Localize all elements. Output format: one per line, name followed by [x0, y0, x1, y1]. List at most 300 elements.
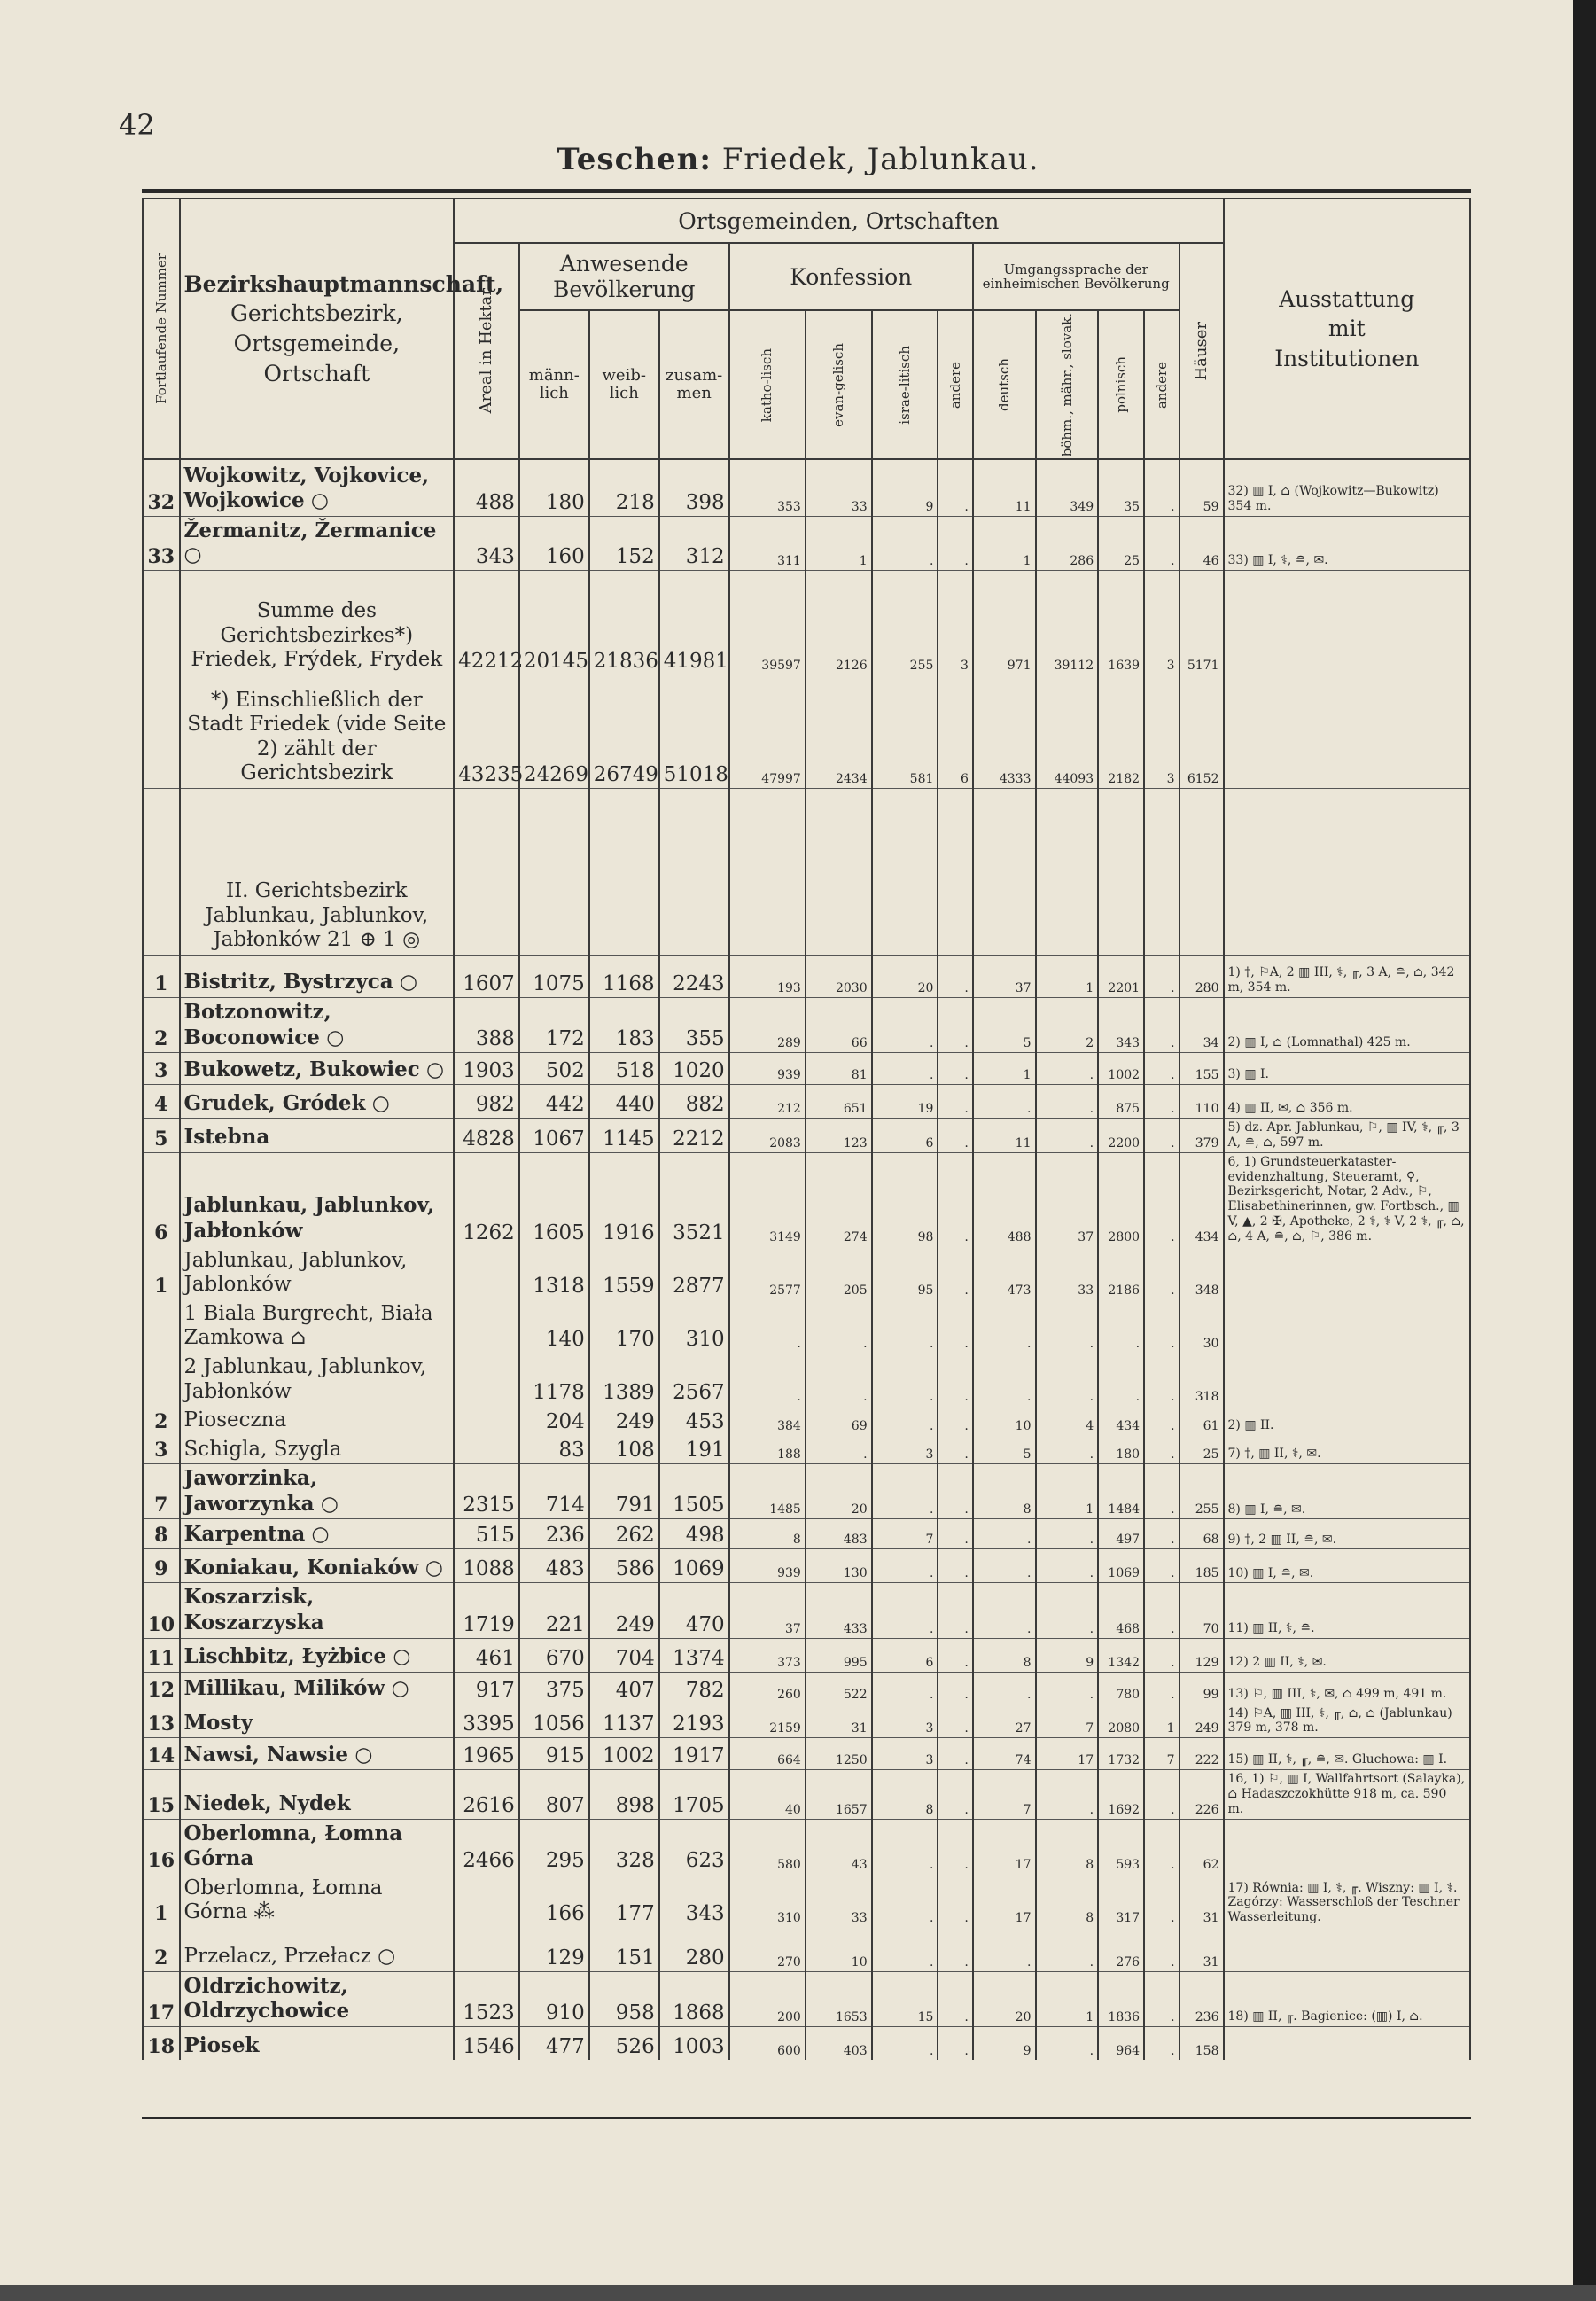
val-de: . — [973, 1672, 1036, 1704]
pop-z: 398 — [659, 459, 729, 516]
pop-m: 1318 — [519, 1246, 589, 1299]
pop-m: 140 — [519, 1299, 589, 1353]
val-de: 8 — [973, 1464, 1036, 1519]
val-ak: . — [938, 1549, 972, 1583]
place-name — [180, 1927, 455, 1971]
place-name-bold: Istebna — [183, 1125, 270, 1150]
institutions: 13) ⚐, ▥ III, ⚕, ✉, ⌂ 499 m, 491 m. — [1224, 1672, 1471, 1704]
col-areal: Areal in Hektar — [454, 243, 519, 459]
place-name-plain: Przelacz, Przełacz ○ — [183, 1944, 396, 1968]
val-kat: 3149 — [729, 1152, 806, 1245]
table-row — [143, 1246, 1470, 1299]
val-ha: 62 — [1179, 1819, 1224, 1874]
place-name-plain: ○ — [314, 1492, 339, 1516]
place-name — [180, 1053, 455, 1085]
areal: 1088 — [454, 1549, 519, 1583]
place-name — [180, 1299, 455, 1353]
place-name-plain: ○ — [418, 1556, 443, 1580]
institutions: 33) ▥ I, ⚕, ≘, ✉. — [1224, 516, 1471, 570]
areal: 1523 — [454, 1971, 519, 2026]
institutions: 4) ▥ II, ✉, ⌂ 356 m. — [1224, 1085, 1471, 1119]
place-name-bold: Botzonowitz, Boconowice — [183, 999, 331, 1049]
val-isr: 6 — [872, 1638, 938, 1672]
pop-m: 221 — [519, 1583, 589, 1638]
val-bo: . — [1036, 1770, 1099, 1819]
val-ha: 158 — [1179, 2026, 1224, 2060]
val-isr: 15 — [872, 1971, 938, 2026]
val-de: . — [973, 1927, 1036, 1971]
col-boehm: böhm., mähr., slovak. — [1036, 310, 1099, 459]
areal: 461 — [454, 1638, 519, 1672]
val-po: 343 — [1098, 997, 1144, 1052]
val-isr: 8 — [872, 1770, 938, 1819]
val-bo: 349 — [1036, 459, 1099, 516]
val-ev: 123 — [806, 1119, 872, 1153]
val-ha — [1179, 788, 1224, 955]
val-po: 1836 — [1098, 1971, 1144, 2026]
place-name — [180, 1406, 455, 1435]
val-ak: . — [938, 1927, 972, 1971]
val-po: . — [1098, 1299, 1144, 1353]
val-ak: . — [938, 1738, 972, 1770]
val-isr: 19 — [872, 1085, 938, 1119]
row-number: 13 — [143, 1704, 180, 1738]
val-po: 1002 — [1098, 1053, 1144, 1085]
row-number: 11 — [143, 1638, 180, 1672]
val-de: . — [973, 1583, 1036, 1638]
val-bo: 4 — [1036, 1406, 1099, 1435]
place-name-bold: Wojkowitz, Vojkovice, Wojkowice — [183, 463, 430, 513]
place-name-plain: ○ — [386, 1645, 411, 1669]
val-po: 2182 — [1098, 675, 1144, 788]
pop-m: 24269 — [519, 675, 589, 788]
institutions — [1224, 1299, 1471, 1353]
table-row — [143, 1353, 1470, 1406]
val-ak: . — [938, 1971, 972, 2026]
val-ev: 33 — [806, 1874, 872, 1927]
row-number — [143, 570, 180, 675]
place-name-bold: Koniakau, Koniaków — [183, 1555, 419, 1580]
val-po: 2186 — [1098, 1246, 1144, 1299]
val-isr: . — [872, 1927, 938, 1971]
val-isr: . — [872, 1299, 938, 1353]
place-name — [180, 1152, 455, 1245]
pop-m: 20145 — [519, 570, 589, 675]
val-kat: 600 — [729, 2026, 806, 2060]
val-ak: . — [938, 1435, 972, 1464]
row-number: 15 — [143, 1770, 180, 1819]
institutions: 7) †, ▥ II, ⚕, ✉. — [1224, 1435, 1471, 1464]
place-name — [180, 1738, 455, 1770]
val-po: 276 — [1098, 1927, 1144, 1971]
val-ak — [938, 788, 972, 955]
pop-w: 262 — [589, 1519, 659, 1549]
val-kat: 664 — [729, 1738, 806, 1770]
pop-w — [589, 788, 659, 955]
institutions: 1) †, ⚐A, 2 ▥ III, ⚕, ╓, 3 A, ≘, ⌂, 342 m, 354 m. — [1224, 955, 1471, 997]
pop-z: 1505 — [659, 1464, 729, 1519]
val-kat: 40 — [729, 1770, 806, 1819]
place-name-bold: Oberlomna, Łomna Górna — [183, 1821, 403, 1871]
areal — [454, 1246, 519, 1299]
areal: 2616 — [454, 1770, 519, 1819]
val-ev: 274 — [806, 1152, 872, 1245]
val-po: 468 — [1098, 1583, 1144, 1638]
areal: 43235 — [454, 675, 519, 788]
areal: 1262 — [454, 1152, 519, 1245]
place-name-plain: 1 Biala Burgrecht, Biała Zamkowa ⌂ — [183, 1301, 433, 1350]
val-isr: . — [872, 1672, 938, 1704]
table-row — [143, 1672, 1470, 1704]
table-row — [143, 1704, 1470, 1738]
row-number: 6 — [143, 1152, 180, 1245]
place-name-bold: Millikau, Milików — [183, 1676, 385, 1701]
areal: 1903 — [454, 1053, 519, 1085]
val-ak: . — [938, 1874, 972, 1927]
val-de: 27 — [973, 1704, 1036, 1738]
val-kat: 47997 — [729, 675, 806, 788]
val-kat: 8 — [729, 1519, 806, 1549]
val-ev: 20 — [806, 1464, 872, 1519]
val-po: . — [1098, 1353, 1144, 1406]
pop-m: 295 — [519, 1819, 589, 1874]
place-name — [180, 1435, 455, 1464]
val-po: 35 — [1098, 459, 1144, 516]
row-number: 3 — [143, 1435, 180, 1464]
val-kat: . — [729, 1353, 806, 1406]
institutions: 6, 1) Grundsteuerkataster-evidenzhaltung, Steueramt, ⚲, Bezirksgericht, Notar, 2 Adv., ⚐, Elisabethinerinnen, gw. Fortbsch., ▥ V, ▲, 2 ✠, Apotheke, 2 ⚕, ⚕ V, 2 ⚕, ╓, ⌂, ⌂, 4 A, ≘, ⌂, ⚐, 386 m. — [1224, 1152, 1471, 1245]
place-name — [180, 1085, 455, 1119]
val-isr: . — [872, 1583, 938, 1638]
place-name — [180, 570, 455, 675]
place-name-bold: Jablunkau, Jablunkov, Jabłonków — [183, 1193, 434, 1243]
place-name-bold: Koszarzisk, Koszarzyska — [183, 1585, 324, 1635]
pop-m: 910 — [519, 1971, 589, 2026]
val-as: . — [1144, 1672, 1179, 1704]
place-name — [180, 675, 455, 788]
place-name-bold: Mosty — [183, 1710, 253, 1735]
pop-m: 502 — [519, 1053, 589, 1085]
place-name — [180, 1770, 455, 1819]
val-de: 74 — [973, 1738, 1036, 1770]
val-isr: . — [872, 1549, 938, 1583]
val-isr: . — [872, 1874, 938, 1927]
val-ak: . — [938, 1119, 972, 1153]
val-ha: 30 — [1179, 1299, 1224, 1353]
table-row — [143, 1085, 1470, 1119]
areal — [454, 1299, 519, 1353]
pop-m: 442 — [519, 1085, 589, 1119]
pop-w: 170 — [589, 1299, 659, 1353]
val-ha: 129 — [1179, 1638, 1224, 1672]
row-number: 2 — [143, 1927, 180, 1971]
val-kat: 200 — [729, 1971, 806, 2026]
val-as: 3 — [1144, 675, 1179, 788]
val-ak: . — [938, 1406, 972, 1435]
place-name-plain: ○ — [419, 1057, 445, 1081]
val-ha: 255 — [1179, 1464, 1224, 1519]
val-isr: . — [872, 1353, 938, 1406]
table-row — [143, 516, 1470, 570]
title-rest: Friedek, Jablunkau. — [711, 142, 1039, 177]
val-isr: 3 — [872, 1704, 938, 1738]
place-name-plain: ○ — [348, 1743, 373, 1767]
pop-z: 1374 — [659, 1638, 729, 1672]
pop-w: 440 — [589, 1085, 659, 1119]
pop-w: 586 — [589, 1549, 659, 1583]
pop-w: 791 — [589, 1464, 659, 1519]
table-row — [143, 675, 1470, 788]
val-ak: . — [938, 1704, 972, 1738]
val-as: . — [1144, 1246, 1179, 1299]
val-po: 497 — [1098, 1519, 1144, 1549]
val-ha: 61 — [1179, 1406, 1224, 1435]
pop-z: 623 — [659, 1819, 729, 1874]
table-header — [143, 199, 1470, 459]
val-isr: 581 — [872, 675, 938, 788]
place-name — [180, 459, 455, 516]
pop-z: 1705 — [659, 1770, 729, 1819]
val-isr: 3 — [872, 1435, 938, 1464]
val-ev: . — [806, 1353, 872, 1406]
col-zusammen: zusam-men — [659, 310, 729, 459]
table-row — [143, 1638, 1470, 1672]
val-po: 1639 — [1098, 570, 1144, 675]
institutions — [1224, 570, 1471, 675]
pop-m: 180 — [519, 459, 589, 516]
val-kat: 2577 — [729, 1246, 806, 1299]
pop-m: 714 — [519, 1464, 589, 1519]
val-de: 11 — [973, 1119, 1036, 1153]
pop-m: 1067 — [519, 1119, 589, 1153]
pop-z: 312 — [659, 516, 729, 570]
row-number — [143, 788, 180, 955]
val-de: 473 — [973, 1246, 1036, 1299]
val-bo: 1 — [1036, 1464, 1099, 1519]
pop-m: 236 — [519, 1519, 589, 1549]
col-maennlich: männ-lich — [519, 310, 589, 459]
place-name-bold: Karpentna — [183, 1521, 306, 1546]
val-ev: . — [806, 1299, 872, 1353]
institutions: 18) ▥ II, ╓. Bagienice: (▥) I, ⌂. — [1224, 1971, 1471, 2026]
table-row — [143, 1549, 1470, 1583]
val-ev: 1657 — [806, 1770, 872, 1819]
pop-z: 343 — [659, 1874, 729, 1927]
val-isr: 7 — [872, 1519, 938, 1549]
val-bo: 7 — [1036, 1704, 1099, 1738]
val-bo: . — [1036, 1927, 1099, 1971]
table-row — [143, 1152, 1470, 1245]
val-de: . — [973, 1085, 1036, 1119]
place-name-bold: Bistritz, Bystrzyca — [183, 970, 393, 994]
pop-w: 1389 — [589, 1353, 659, 1406]
pop-z: 51018 — [659, 675, 729, 788]
val-ha: 68 — [1179, 1519, 1224, 1549]
val-ha: 99 — [1179, 1672, 1224, 1704]
pop-w: 151 — [589, 1927, 659, 1971]
group-ortsgemeinden: Ortsgemeinden, Ortschaften — [454, 199, 1223, 243]
val-isr: . — [872, 1406, 938, 1435]
val-po: 2800 — [1098, 1152, 1144, 1245]
pop-w: 177 — [589, 1874, 659, 1927]
row-number: 4 — [143, 1085, 180, 1119]
val-kat: 212 — [729, 1085, 806, 1119]
val-as: . — [1144, 955, 1179, 997]
val-as: 3 — [1144, 570, 1179, 675]
pop-z: 1069 — [659, 1549, 729, 1583]
val-ev: 2434 — [806, 675, 872, 788]
val-isr: . — [872, 1819, 938, 1874]
val-de: . — [973, 1353, 1036, 1406]
areal: 3395 — [454, 1704, 519, 1738]
pop-w: 328 — [589, 1819, 659, 1874]
place-name-plain: ○ — [365, 1091, 390, 1115]
place-name — [180, 788, 455, 955]
val-isr: . — [872, 2026, 938, 2060]
val-kat: 260 — [729, 1672, 806, 1704]
val-po: 25 — [1098, 516, 1144, 570]
val-ha: 226 — [1179, 1770, 1224, 1819]
place-name — [180, 1971, 455, 2026]
val-bo: 44093 — [1036, 675, 1099, 788]
val-de: 17 — [973, 1819, 1036, 1874]
table-row — [143, 955, 1470, 997]
place-name — [180, 1464, 455, 1519]
col-deutsch: deutsch — [973, 310, 1036, 459]
col-haeuser: Häuser — [1179, 243, 1224, 459]
pop-z: 2877 — [659, 1246, 729, 1299]
group-sprache: Umgangssprache der einheimischen Bevölkerung — [973, 243, 1179, 310]
institutions — [1224, 675, 1471, 788]
val-ev: . — [806, 1435, 872, 1464]
val-as: . — [1144, 1638, 1179, 1672]
pop-w: 407 — [589, 1672, 659, 1704]
val-de: 10 — [973, 1406, 1036, 1435]
place-name — [180, 1874, 455, 1927]
val-bo — [1036, 788, 1099, 955]
val-bo: 1 — [1036, 955, 1099, 997]
place-name — [180, 1819, 455, 1874]
table-row — [143, 1971, 1470, 2026]
col-bezirk: Bezirkshauptmannschaft, Gerichtsbezirk, Ortsgemeinde, Ortschaft — [180, 199, 455, 459]
scan-edge — [1573, 0, 1596, 2301]
row-number: 12 — [143, 1672, 180, 1704]
scan-bottom-edge — [0, 2285, 1596, 2301]
val-as: . — [1144, 1549, 1179, 1583]
areal: 4828 — [454, 1119, 519, 1153]
val-de: . — [973, 1519, 1036, 1549]
pop-w: 21836 — [589, 570, 659, 675]
table-row — [143, 1119, 1470, 1153]
val-isr: 255 — [872, 570, 938, 675]
val-bo: 39112 — [1036, 570, 1099, 675]
val-bo: . — [1036, 1053, 1099, 1085]
val-isr: . — [872, 1053, 938, 1085]
val-ak: . — [938, 997, 972, 1052]
pop-m: 483 — [519, 1549, 589, 1583]
pop-z: 310 — [659, 1299, 729, 1353]
val-ak: . — [938, 516, 972, 570]
val-de: 1 — [973, 1053, 1036, 1085]
val-po: 875 — [1098, 1085, 1144, 1119]
val-bo: . — [1036, 1672, 1099, 1704]
row-number: 17 — [143, 1971, 180, 2026]
pop-z: 2243 — [659, 955, 729, 997]
areal: 42212 — [454, 570, 519, 675]
areal: 515 — [454, 1519, 519, 1549]
place-name-bold: Jaworzinka, Jaworzynka — [183, 1466, 317, 1516]
title-bold: Teschen: — [557, 142, 712, 177]
val-isr: 3 — [872, 1738, 938, 1770]
place-name-bold: Bukowetz, Bukowiec — [183, 1057, 420, 1081]
val-de: 17 — [973, 1874, 1036, 1927]
val-de: 5 — [973, 997, 1036, 1052]
val-as: . — [1144, 1874, 1179, 1927]
table-row — [143, 1770, 1470, 1819]
top-rule — [142, 189, 1471, 193]
pop-w: 704 — [589, 1638, 659, 1672]
pop-w: 1168 — [589, 955, 659, 997]
val-ak: . — [938, 1638, 972, 1672]
val-as: . — [1144, 1971, 1179, 2026]
val-bo: 286 — [1036, 516, 1099, 570]
place-name-bold: Žermanitz, Žermanice — [183, 518, 437, 542]
pop-z: 191 — [659, 1435, 729, 1464]
val-isr — [872, 788, 938, 955]
pop-w: 218 — [589, 459, 659, 516]
institutions: 12) 2 ▥ II, ⚕, ✉. — [1224, 1638, 1471, 1672]
table-row — [143, 1435, 1470, 1464]
table-row — [143, 1583, 1470, 1638]
val-as: . — [1144, 2026, 1179, 2060]
val-ha: 46 — [1179, 516, 1224, 570]
val-ha: 236 — [1179, 1971, 1224, 2026]
val-bo: . — [1036, 1519, 1099, 1549]
place-name-plain: ○ — [319, 1026, 345, 1049]
institutions: 32) ▥ I, ⌂ (Wojkowitz—Bukowitz) 354 m. — [1224, 459, 1471, 516]
val-de: . — [973, 1299, 1036, 1353]
pop-z: 355 — [659, 997, 729, 1052]
val-ev: 205 — [806, 1246, 872, 1299]
areal — [454, 788, 519, 955]
pop-z: 41981 — [659, 570, 729, 675]
val-ha: 25 — [1179, 1435, 1224, 1464]
val-ha: 222 — [1179, 1738, 1224, 1770]
table-row — [143, 459, 1470, 516]
val-ak: . — [938, 1053, 972, 1085]
place-name-bold: Grudek, Gródek — [183, 1090, 366, 1115]
place-name — [180, 1583, 455, 1638]
val-kat: 270 — [729, 1927, 806, 1971]
pop-z — [659, 788, 729, 955]
place-name — [180, 1519, 455, 1549]
pop-w: 26749 — [589, 675, 659, 788]
col-katholisch: katho-lisch — [729, 310, 806, 459]
val-de: 20 — [973, 1971, 1036, 2026]
areal: 1965 — [454, 1738, 519, 1770]
institutions — [1224, 1819, 1471, 1874]
table-row — [143, 1406, 1470, 1435]
pop-w: 1559 — [589, 1246, 659, 1299]
table-row — [143, 2026, 1470, 2060]
val-kat: 384 — [729, 1406, 806, 1435]
table-row — [143, 997, 1470, 1052]
place-name — [180, 1704, 455, 1738]
val-ak: . — [938, 1583, 972, 1638]
place-name-plain: *) Einschließlich der Stadt Friedek (vide Seite 2) zählt der Gerichtsbezirk — [187, 688, 447, 785]
val-kat: 373 — [729, 1638, 806, 1672]
val-ev: 2030 — [806, 955, 872, 997]
